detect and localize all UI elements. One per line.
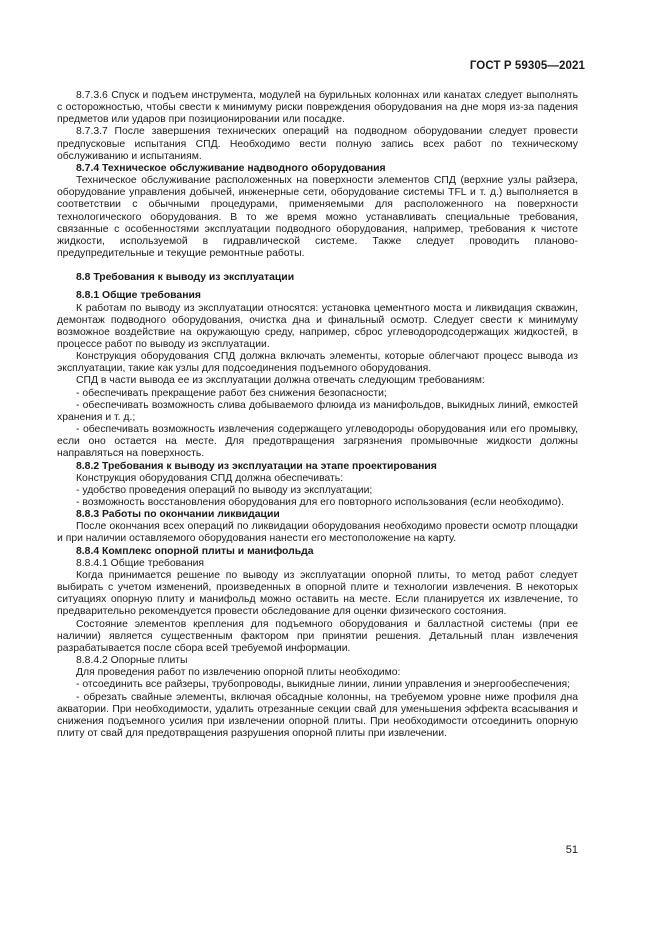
heading-8-8-4: 8.8.4 Комплекс опорной плиты и манифольда [76, 545, 314, 557]
paragraph-lifting-condition: Состояние элементов крепления для подъемного оборудования и балластной системы (при ее наличии) является существенным фактором при принятии решения. Детальный план извлечения разрабатывается после сбора всей требуемой информации. [57, 618, 578, 654]
standard-designation: ГОСТ Р 59305—2021 [469, 60, 585, 72]
list-item: - возможность восстановления оборудования для его повторного использования (если необходимо). [76, 497, 564, 508]
paragraph-decommissioning-works: К работам по выводу из эксплуатации относятся: установка цементного моста и ликвидация скважин, демонтаж подводного оборудования, очистка дна и финальный осмотр. Следует свести к минимуму возможное воздействие на окружающую среду, например, сброс углеводородсодержащих жидкостей, в процессе работ по выводу из эксплуатации. [57, 302, 578, 350]
list-item: - обеспечивать возможность слива добываемого флюида из манифольдов, выкидных линий, емкостей хранения и т. д.; [57, 399, 578, 423]
list-item: - удобство проведения операций по выводу из эксплуатации; [76, 484, 373, 496]
list-item: - обрезать свайные элементы, включая обсадные колонны, на требуемом уровне ниже профиля дна акватории. При необходимости, удалить отрезанные секции свай для уменьшения эффекта всасывания и снижения подъемного усилия при извлечении опорной плиты. При необходимости отсоединить опорную плиту от свай для предотвращения разрушения опорной плиты при извлечении. [57, 691, 578, 739]
paragraph-template-decision: Когда принимается решение по выводу из эксплуатации опорной плиты, то метод работ следует выбирать с учетом изменений, произведенных в опорной плите и технологии извлечения. В некоторых ситуациях опорную плиту и манифольд можно оставить на месте. Если планируется их извлечение, то предварительно рекомендуется провести обследование для оценки физического состояния. [57, 569, 578, 618]
paragraph-removal-intro: Для проведения работ по извлечению опорной плиты необходимо: [76, 667, 401, 679]
paragraph-requirements-intro: СПД в части вывода ее из эксплуатации должна отвечать следующим требованиям: [76, 375, 485, 387]
heading-8-8-4-2: 8.8.4.2 Опорные плиты [76, 655, 188, 667]
heading-8-8-3: 8.8.3 Работы по окончании ликвидации [76, 509, 280, 521]
document-body [57, 90, 578, 740]
heading-8-7-4: 8.7.4 Техническое обслуживание надводного оборудования [76, 162, 386, 174]
page-number: 51 [565, 844, 578, 856]
heading-8-8-1: 8.8.1 Общие требования [76, 290, 201, 302]
paragraph-design-elements: Конструкция оборудования СПД должна включать элементы, которые облегчают процесс вывода из эксплуатации, такие как узлы для подсоединения подъемного оборудования. [57, 351, 578, 375]
list-item: - обеспечивать возможность извлечения содержащего углеводороды оборудования или его промывку, если оно остается на месте. Для предотвращения загрязнения промывочные жидкости должны направляться на поверхность. [57, 424, 578, 460]
paragraph-site-survey: После окончания всех операций по ликвидации оборудования необходимо провести осмотр площадки и при наличии оставляемого оборудования нанести его местоположение на карту. [57, 521, 578, 545]
heading-8-8: 8.8 Требования к выводу из эксплуатации [76, 272, 295, 284]
heading-8-8-2: 8.8.2 Требования к выводу из эксплуатации на этапе проектирования [76, 460, 437, 472]
paragraph-surface-maintenance: Техническое обслуживание расположенных на поверхности элементов СПД (верхние узлы райзера, оборудование управления добычей, инженерные сети, оборудование системы TFL и т. д.) выполняется в соответствии с обычными процедурами, применяемыми для расположенного на поверхности технологического оборудования. В то же время можно устанавливать специальные требования, связанные с особенностями эксплуатации подводного оборудования, например, требования к чистоте жидкости, используемой в гидравлической системе. Также следует проводить планово-предупредительные и текущие ремонтные работы. [57, 175, 578, 260]
list-item: - отсоединить все райзеры, трубопроводы, выкидные линии, линии управления и энергообеспечения; [76, 679, 571, 691]
paragraph-8-7-3-6: 8.7.3.6 Спуск и подъем инструмента, модулей на бурильных колоннах или канатах следует выполнять с осторожностью, чтобы свести к минимуму риски повреждения оборудования на дне моря из-за падения предметов или ударов при позиционировании или посадке. [57, 90, 578, 126]
list-item: - обеспечивать прекращение работ без снижения безопасности; [76, 387, 387, 399]
heading-8-8-4-1: 8.8.4.1 Общие требования [76, 557, 204, 569]
paragraph-8-7-3-7: 8.7.3.7 После завершения технических операций на подводном оборудовании следует провести предпусковые испытания СПД. Необходимо вести полную запись всех работ по техническому обслуживанию и испытаниям. [57, 126, 578, 162]
paragraph-design-provisions: Конструкция оборудования СПД должна обеспечивать: [76, 472, 344, 484]
